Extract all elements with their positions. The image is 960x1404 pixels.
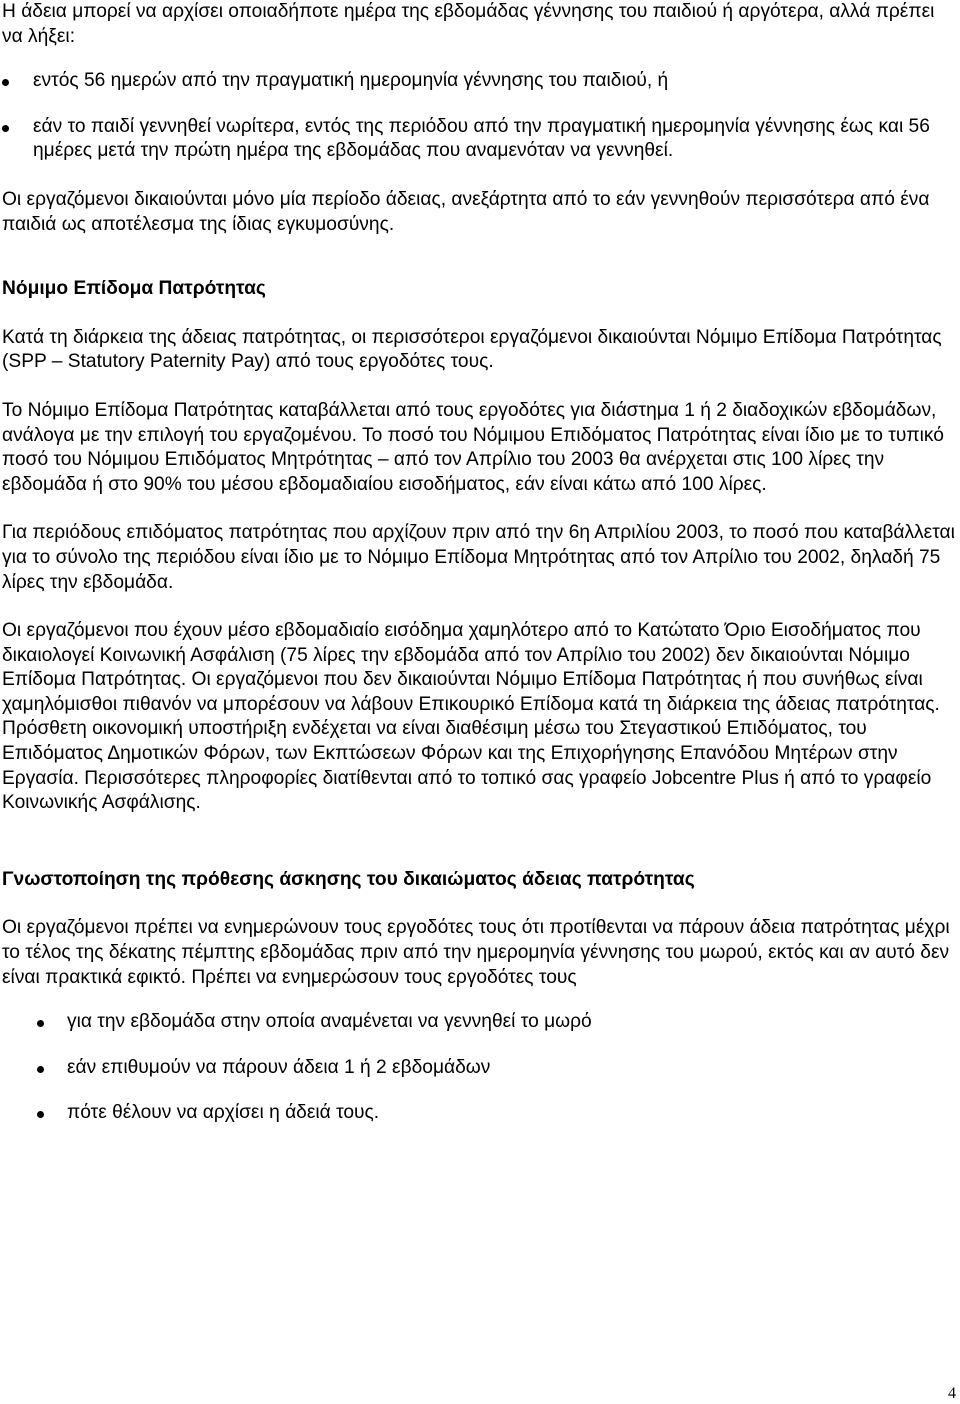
spp-paragraph: Οι εργαζόμενοι που έχουν μέσο εβδομαδιαίο εισόδημα χαμηλότερο από το Κατώτατο Όριο Εισοδήματος που δικαιολογεί Κοινωνική Ασφάλιση (75 λίρες την εβδομάδα από τον Απρίλιο του 2002) δεν δικαιούνται Νόμιμο Επίδομα Πατρότητας. Οι εργαζόμενοι που δεν δικαιούνται Νόμιμο Επίδομα Πατρότητας ή που συνήθως είναι χαμηλόμισθοι πιθανόν να μπορέσουν να λάβουν Επικουρικό Επίδομα κατά τη διάρκεια της άδειας πατρότητας. Πρόσθετη οικονομική υποστήριξη ενδέχεται να είναι διαθέσιμη μέσω του Στεγαστικού Επιδόματος, του Επιδόματος Δημοτικών Φόρων, των Εκπτώσεων Φόρων και της Επιχορήγησης Επανόδου Μητέρων στην Εργασία. Περισσότερες πληροφορίες διατίθενται από το τοπικό σας γραφείο Jobcentre Plus ή από το γραφείο Κοινωνικής Ασφάλισης. bbox=[2, 620, 940, 814]
spp-paragraph: Κατά τη διάρκεια της άδειας πατρότητας, οι περισσότεροι εργαζόμενοι δικαιούνται Νόμιμο Επίδομα Πατρότητας (SPP – Statutory Paternity Pay) από τους εργοδότες τους. bbox=[2, 326, 942, 373]
list-item-text: εντός 56 ημερών από την πραγματική ημερομηνία γέννησης του παιδιού, ή bbox=[33, 70, 669, 92]
list-item bbox=[2, 69, 959, 94]
notice-paragraph: Οι εργαζόμενοι πρέπει να ενημερώνουν τους εργοδότες τους ότι προτίθενται να πάρουν άδεια πατρότητας μέχρι το τέλος της δέκατης πέμπτης εβδομάδας πριν από την ημερομηνία γέννησης του μωρού, εκτός και αν αυτό δεν είναι πρακτικά εφικτό. Πρέπει να ενημερώσουν τους εργοδότες τους bbox=[2, 917, 950, 988]
list-item-text: εάν επιθυμούν να πάρουν άδεια 1 ή 2 εβδομάδων bbox=[67, 1056, 491, 1078]
list-item-text: πότε θέλουν να αρχίσει η άδειά τους. bbox=[67, 1102, 380, 1124]
document-body bbox=[2, 0, 959, 1126]
list-item bbox=[2, 1010, 959, 1035]
list-item-text: για την εβδομάδα στην οποία αναμένεται να γεννηθεί το μωρό bbox=[67, 1011, 592, 1033]
spp-heading: Νόμιμο Επίδομα Πατρότητας bbox=[2, 278, 266, 300]
notice-items-list bbox=[2, 1010, 959, 1126]
notice-heading: Γνωστοποίηση της πρόθεσης άσκησης του δικαιώματος άδειας πατρότητας bbox=[2, 868, 695, 890]
one-period-paragraph: Οι εργαζόμενοι δικαιούνται μόνο μία περίοδο άδειας, ανεξάρτητα από το εάν γεννηθούν περισσότερα από ένα παιδιά ως αποτέλεσμα της ίδιας εγκυμοσύνης. bbox=[2, 188, 930, 235]
bullet-icon bbox=[2, 125, 9, 132]
list-item bbox=[2, 1056, 959, 1081]
spp-paragraph: Το Νόμιμο Επίδομα Πατρότητας καταβάλλεται από τους εργοδότες για διάστημα 1 ή 2 διαδοχικών εβδομάδων, ανάλογα με την επιλογή του εργαζομένου. Το ποσό του Νόμιμου Επιδόματος Πατρότητας είναι ίδιο με το τυπικό ποσό του Νόμιμου Επιδόματος Μητρότητας – από τον Απρίλιο του 2003 θα ανέρχεται στις 100 λίρες την εβδομάδα ή στο 90% του μέσου εβδομαδιαίου εισοδήματος, εάν είναι κάτω από 100 λίρες. bbox=[2, 399, 944, 495]
spp-paragraph: Για περιόδους επιδόματος πατρότητας που αρχίζουν πριν από την 6η Απριλίου 2003, το ποσό που καταβάλλεται για το σύνολο της περιόδου είναι ίδιο με το Νόμιμο Επίδομα Μητρότητας από τον Απρίλιο του 2002, δηλαδή 75 λίρες την εβδομάδα. bbox=[2, 522, 955, 593]
intro-paragraph: Η άδεια μπορεί να αρχίσει οποιαδήποτε ημέρα της εβδομάδας γέννησης του παιδιού ή αργότερα, αλλά πρέπει να λήξει: bbox=[2, 1, 935, 47]
list-item-text: εάν το παιδί γεννηθεί νωρίτερα, εντός της περιόδου από την πραγματική ημερομηνία γέννησης έως και 56 ημέρες μετά την πρώτη ημέρα της εβδομάδας που αναμενόταν να γεννηθεί. bbox=[33, 115, 930, 162]
end-conditions-list bbox=[2, 69, 959, 164]
bullet-icon bbox=[37, 1111, 44, 1118]
bullet-icon bbox=[37, 1020, 44, 1027]
list-item bbox=[2, 115, 959, 164]
page-number: 4 bbox=[948, 1385, 956, 1402]
list-item bbox=[2, 1101, 959, 1126]
bullet-icon bbox=[37, 1066, 44, 1073]
bullet-icon bbox=[2, 79, 9, 86]
